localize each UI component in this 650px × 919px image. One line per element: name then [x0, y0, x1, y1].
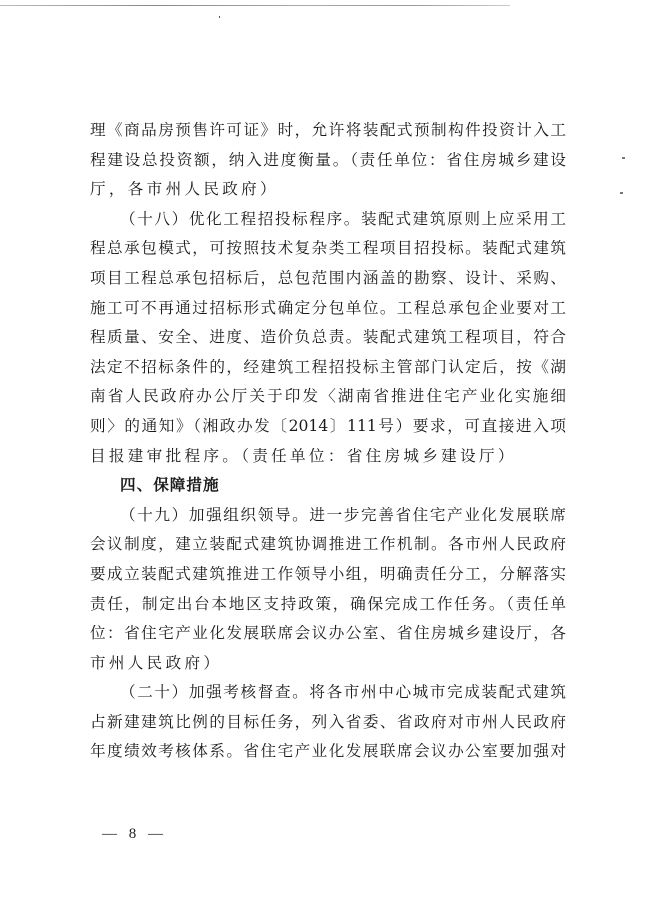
scan-artifact: [219, 16, 220, 18]
text-line: 目报建审批程序。（责任单位：省住房城乡建设厅）: [90, 446, 517, 465]
text-line: 责任，制定出台本地区支持政策，确保完成工作任务。（责任单: [90, 594, 566, 613]
scan-artifact: [622, 157, 625, 159]
clause-20-start: （二十）加强考核督查。将各市州中心城市完成装配式建筑: [120, 683, 566, 702]
text-line: 市州人民政府）: [90, 653, 223, 672]
scan-top-edge: [0, 5, 510, 6]
text-line: 会议制度，建立装配式建筑协调推进工作机制。各市州人民政府: [90, 535, 566, 554]
text-line: 法定不招标条件的，经建筑工程招投标主管部门认定后，按《湖: [90, 357, 566, 376]
text-line: 则〉的通知》（湘政办发〔2014〕111号）要求，可直接进入项: [90, 416, 566, 435]
document-body: [90, 116, 566, 767]
text-line: 占新建建筑比例的目标任务，列入省委、省政府对市州人民政府: [90, 712, 566, 731]
text-line: 程建设总投资额，纳入进度衡量。（责任单位：省住房城乡建设: [90, 150, 566, 169]
text-line: 项目工程总承包招标后，总包范围内涵盖的勘察、设计、采购、: [90, 268, 566, 287]
text-line: 年度绩效考核体系。省住宅产业化发展联席会议办公室要加强对: [90, 742, 566, 761]
text-line: 厅，各市州人民政府）: [90, 180, 279, 199]
text-line: 理《商品房预售许可证》时，允许将装配式预制构件投资计入工: [90, 121, 566, 139]
section-heading: 四、保障措施: [120, 476, 220, 495]
clause-19-start: （十九）加强组织领导。进一步完善省住宅产业化发展联席: [120, 505, 566, 524]
text-line: 程质量、安全、进度、造价负总责。装配式建筑工程项目，符合: [90, 328, 566, 347]
text-line: 程总承包模式，可按照技术复杂类工程项目招投标。装配式建筑: [90, 239, 566, 258]
page-number: — 8 —: [102, 826, 167, 842]
clause-18-start: （十八）优化工程招投标程序。装配式建筑原则上应采用工: [120, 209, 566, 228]
text-line: 南省人民政府办公厅关于印发〈湖南省推进住宅产业化实施细: [90, 387, 566, 406]
scan-artifact: [620, 192, 623, 194]
text-line: 要成立装配式建筑推进工作领导小组，明确责任分工，分解落实: [90, 564, 566, 583]
text-line: 位：省住宅产业化发展联席会议办公室、省住房城乡建设厅，各: [90, 624, 566, 643]
text-line: 施工可不再通过招标形式确定分包单位。工程总承包企业要对工: [90, 298, 566, 317]
